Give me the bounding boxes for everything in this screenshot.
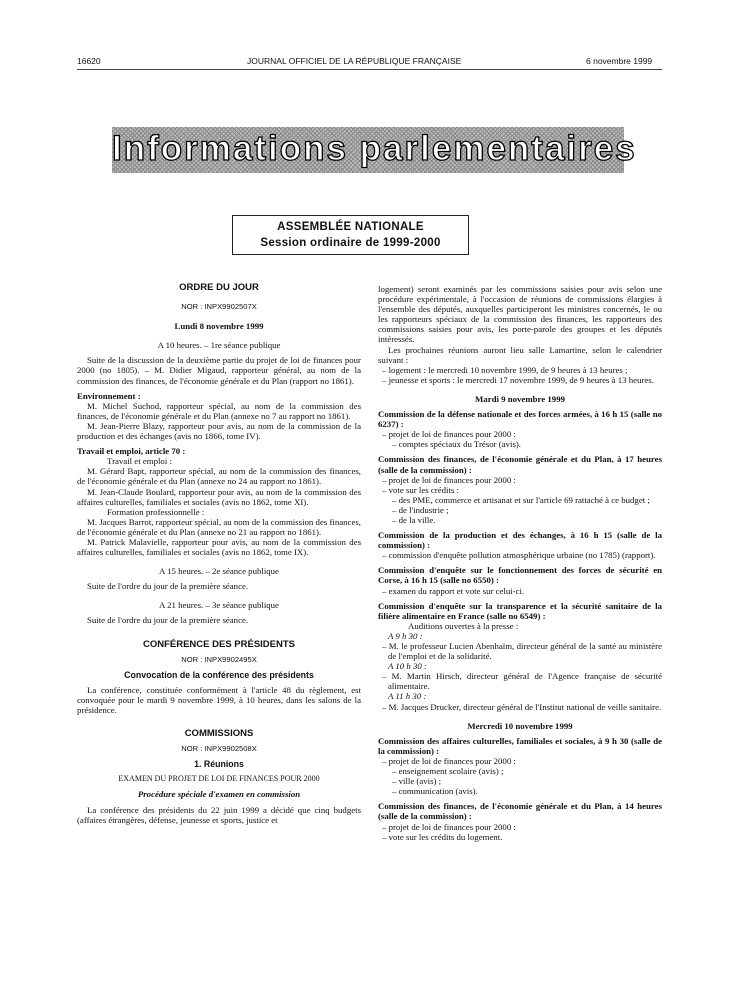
paragraph: logement) seront examinés par les commissions saisies pour avis selon une procédure expérimentale, à l'occasion de réunions de commissions élargies à l'ensemble des députés, auxquelles participeront les ministres concernés, le ou les rapporteurs spéciaux de la commission des finances, les rapporteurs des commissions saisies pour avis, les porte-parole des groupes et les députés intéressés.: [378, 284, 662, 345]
paragraph: Suite de la discussion de la deuxième partie du projet de loi de finances pour 2000 (no 1805). – M. Didier Migaud, rapporteur général, au nom de la commission des finances, de l'économie générale et du Plan (rapport no 1861).: [77, 355, 361, 386]
nor-ordre: NOR : INPX9902507X: [181, 302, 257, 312]
list-item: – enseignement scolaire (avis) ;: [392, 766, 504, 777]
right-column: [378, 284, 662, 842]
commission-title: Commission d'enquête sur la transparence et la sécurité sanitaire de la filière alimentaire en France (salle no 6549) :: [378, 600, 662, 621]
list-item: – comptes spéciaux du Trésor (avis).: [392, 439, 522, 450]
assembly-box: [232, 215, 469, 255]
subsection-title: Auditions ouvertes à la presse :: [408, 620, 519, 631]
banner-title: Informations parlementaires: [112, 129, 637, 168]
list-item: – commission d'enquête pollution atmosphérique urbaine (no 1785) (rapport).: [382, 550, 656, 561]
session-time: A 15 heures. – 2e séance publique: [159, 566, 279, 577]
header-rule: [77, 69, 662, 70]
day-heading: Lundi 8 novembre 1999: [174, 321, 264, 332]
commissions-title: COMMISSIONS: [184, 728, 254, 740]
paragraph: M. Jacques Barrot, rapporteur spécial, au nom de la commission des finances, de l'économie générale et du Plan (annexe no 21 au rapport no 1861).: [77, 516, 361, 537]
commission-title: Commission de la défense nationale et des forces armées, à 16 h 15 (salle no 6237) :: [378, 409, 662, 430]
left-column: [77, 283, 361, 825]
nor-conference: NOR : INPX9902495X: [181, 654, 257, 664]
list-item: – jeunesse et sports : le mercredi 17 novembre 1999, de 9 heures à 13 heures.: [382, 374, 654, 385]
paragraph: Suite de l'ordre du jour de la première séance.: [87, 581, 249, 592]
conference-title: CONFÉRENCE DES PRÉSIDENTS: [142, 638, 296, 650]
paragraph: La conférence des présidents du 22 juin 1999 a décidé que cinq budgets (affaires étrangères, défense, jeunesse et sports, justice et: [77, 804, 361, 825]
paragraph: M. Patrick Malavielle, rapporteur pour avis, au nom de la commission des affaires culturelles, familiales et sociales (avis no 1862, tome IX).: [77, 536, 361, 558]
list-item: – examen du rapport et vote sur celui-ci.: [382, 585, 525, 596]
day-heading: Mardi 9 novembre 1999: [475, 393, 565, 404]
list-item: – M. le professeur Lucien Abenhaïm, directeur général de la santé au ministère de l'emploi et de la solidarité.: [382, 641, 662, 662]
session-time: A 10 heures. – 1re séance publique: [157, 340, 281, 351]
journal-title: JOURNAL OFFICIEL DE LA RÉPUBLIQUE FRANÇAISE: [247, 56, 462, 66]
banner: [112, 127, 637, 173]
nor-commissions: NOR : INPX9902508X: [181, 744, 257, 754]
reunions-title: 1. Réunions: [194, 759, 244, 770]
convocation-title: Convocation de la conférence des présidents: [124, 669, 314, 680]
list-item: – projet de loi de finances pour 2000 :: [382, 755, 516, 766]
list-item: – projet de loi de finances pour 2000 :: [382, 429, 516, 440]
ordre-title: ORDRE DU JOUR: [179, 282, 259, 293]
hearing-time: A 9 h 30 :: [388, 630, 423, 641]
section-title: Travail et emploi, article 70 :: [77, 446, 186, 457]
session-time: A 21 heures. – 3e séance publique: [159, 600, 279, 611]
list-item: – ville (avis) ;: [392, 776, 442, 787]
list-item: – de la ville.: [392, 514, 436, 525]
commission-title: Commission des affaires culturelles, familiales et sociales, à 9 h 30 (salle de la commission) :: [378, 735, 662, 756]
hearing-time: A 10 h 30 :: [388, 661, 427, 672]
commission-title: Commission de la production et des échanges, à 16 h 15 (salle de la commission) :: [378, 530, 662, 551]
list-item: – projet de loi de finances pour 2000 :: [382, 474, 516, 485]
commission-title: Commission d'enquête sur le fonctionnement des forces de sécurité en Corse, à 16 h 15 (salle no 6550) :: [378, 565, 662, 586]
list-item: – projet de loi de finances pour 2000 :: [382, 821, 516, 832]
commission-title: Commission des finances, de l'économie générale et du Plan, à 17 heures (salle de la commission) :: [378, 454, 662, 475]
issue-date: 6 novembre 1999: [586, 56, 653, 66]
paragraph: M. Jean-Claude Boulard, rapporteur pour avis, au nom de la commission des affaires culturelles, familiales et sociales (avis no 1862, tome XI).: [77, 486, 361, 507]
page-number: 16620: [77, 56, 101, 66]
paragraph: Les prochaines réunions auront lieu salle Lamartine, selon le calendrier suivant :: [378, 344, 662, 365]
exam-title: EXAMEN DU PROJET DE LOI DE FINANCES POUR 2000: [118, 774, 320, 784]
list-item: – M. Martin Hirsch, directeur général de l'Agence française de sécurité alimentaire.: [382, 671, 662, 692]
subsection-title: Travail et emploi :: [107, 456, 172, 467]
paragraph: Suite de l'ordre du jour de la première séance.: [87, 615, 249, 626]
list-item: – vote sur les crédits :: [382, 484, 459, 495]
paragraph: M. Jean-Pierre Blazy, rapporteur pour avis, au nom de la commission de la production et des échanges (avis no 1866, tome IV).: [77, 420, 361, 442]
section-title: Environnement :: [77, 390, 141, 401]
assembly-name: ASSEMBLÉE NATIONALE: [277, 221, 424, 233]
list-item: – des PME, commerce et artisanat et sur l'article 69 rattaché à ce budget ;: [392, 494, 650, 505]
paragraph: M. Michel Suchod, rapporteur spécial, au nom de la commission des finances, de l'économie générale et du Plan (annexe no 7 au rapport no 1861).: [77, 400, 361, 421]
procedure-title: Procédure spéciale d'examen en commission: [137, 789, 301, 800]
list-item: – de l'industrie ;: [392, 504, 449, 515]
hearing-time: A 11 h 30 :: [388, 691, 427, 702]
list-item: – communication (avis).: [392, 786, 478, 797]
subsection-title: Formation professionnelle :: [107, 506, 205, 517]
session-name: Session ordinaire de 1999-2000: [260, 237, 441, 249]
commission-title: Commission des finances, de l'économie générale et du Plan, à 14 heures (salle de la commission) :: [378, 801, 662, 822]
page-header: [0, 56, 731, 68]
list-item: – vote sur les crédits du logement.: [382, 831, 503, 842]
day-heading: Mercredi 10 novembre 1999: [467, 720, 573, 731]
paragraph: M. Gérard Bapt, rapporteur spécial, au nom de la commission des finances, de l'économie générale et du Plan (annexe no 24 au rapport no 1861).: [77, 466, 361, 487]
list-item: – logement : le mercredi 10 novembre 1999, de 9 heures à 13 heures ;: [382, 364, 628, 375]
list-item: – M. Jacques Drucker, directeur général de l'Institut national de veille sanitaire.: [382, 701, 662, 712]
paragraph: La conférence, constituée conformément à l'article 48 du règlement, est convoquée pour le mardi 9 novembre 1999, à 10 heures, dans les salons de la présidence.: [77, 684, 361, 715]
